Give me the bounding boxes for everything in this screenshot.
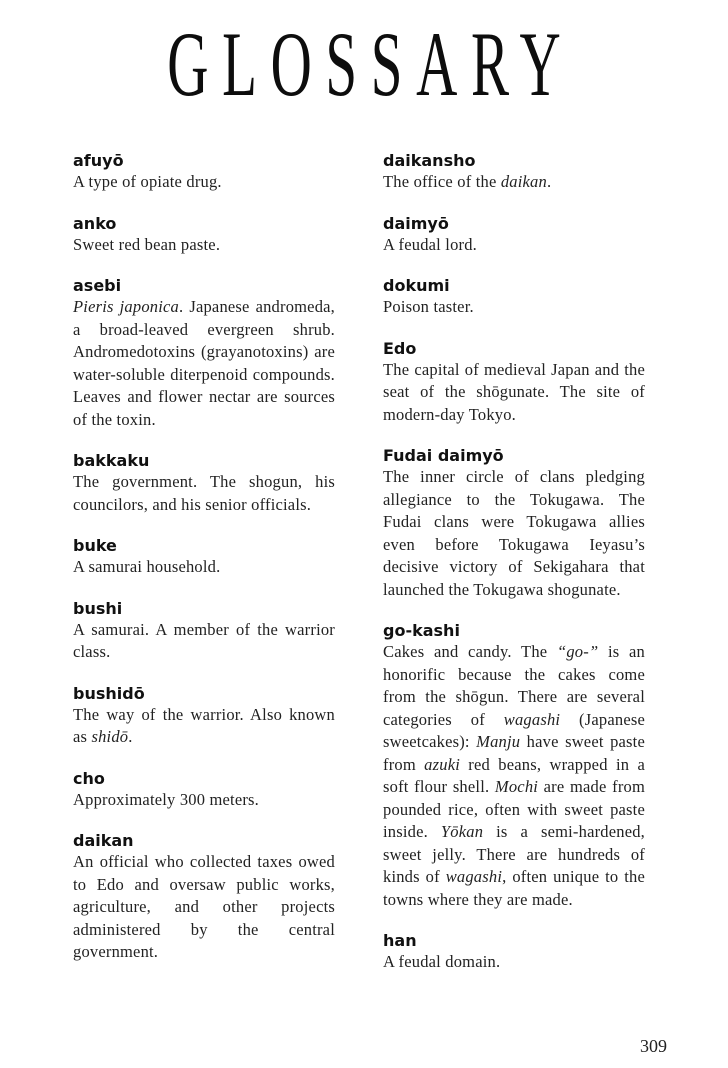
definition-segment: The office of the xyxy=(383,172,501,191)
definition-segment: A samurai household. xyxy=(73,557,221,576)
glossary-term: Edo xyxy=(383,338,417,358)
glossary-term: go-kashi xyxy=(383,621,460,640)
glossary-term: buke xyxy=(73,536,117,555)
definition-italic-segment: azuki xyxy=(424,754,461,774)
glossary-entry xyxy=(383,150,645,194)
definition-segment: A feudal domain. xyxy=(383,952,501,971)
glossary-term: bakkaku xyxy=(73,451,150,470)
definition-segment: The inner circle of clans pledging allegiance to the Tokugawa. The Fudai clans were Tokugawa allies even before Tokugawa Ieyasu’s decisive victory of Sekigahara that launched the Tokugawa shogunate. xyxy=(383,467,645,599)
glossary-definition xyxy=(383,171,645,194)
definition-italic-segment: “go-” xyxy=(556,642,599,661)
definition-segment: The capital of medieval Japan and the seat of the shōgunate. The site of modern-day Tokyo. xyxy=(383,359,645,424)
glossary-term: han xyxy=(383,931,417,950)
definition-italic-segment: wagashi xyxy=(503,709,561,729)
definition-italic-segment: wagashi xyxy=(445,867,503,886)
glossary-term: Fudai daimyō xyxy=(383,446,504,465)
definition-segment: Poison taster. xyxy=(383,297,474,316)
glossary-entry xyxy=(73,213,335,257)
page-title: GLOSSARY xyxy=(167,13,575,115)
definition-italic-segment: Mochi xyxy=(494,777,539,796)
glossary-term: daikansho xyxy=(383,151,476,170)
glossary-term: afuyō xyxy=(73,151,124,170)
glossary-term: bushi xyxy=(73,598,123,618)
glossary-entry xyxy=(383,213,645,257)
definition-segment: Cakes and candy. The xyxy=(383,642,557,661)
glossary-entry xyxy=(73,830,335,964)
glossary-entry xyxy=(383,275,645,319)
definition-segment: An official who collected taxes owed to Edo and oversaw public works, agriculture, and other projects administered by the central government. xyxy=(73,852,335,961)
definition-segment: . Japanese andromeda, a broad-leaved evergreen shrub. Andromedotoxins (grayanotoxins) are water-soluble diterpenoid compounds. Leaves and flower nectar are sources of the toxin. xyxy=(73,297,336,429)
definition-segment: A samurai. A member of the warrior class. xyxy=(73,619,335,661)
definition-segment: are made from pounded rice, often with sweet paste inside. xyxy=(383,777,645,841)
definition-italic-segment: Pieris japonica xyxy=(73,297,179,316)
glossary-definition xyxy=(383,641,645,911)
glossary-term: asebi xyxy=(73,276,122,295)
definition-segment: have sweet paste from xyxy=(383,732,645,774)
glossary-definition xyxy=(73,789,335,812)
definition-segment: A feudal lord. xyxy=(383,234,477,254)
glossary-entry xyxy=(383,338,645,427)
definition-segment: , often unique to the towns where they are made. xyxy=(383,867,645,909)
glossary-entry xyxy=(383,620,645,911)
definition-italic-segment: shidō xyxy=(91,727,129,746)
glossary-column-left xyxy=(73,150,335,983)
glossary-term: daikan xyxy=(73,831,134,850)
definition-italic-segment: Manju xyxy=(476,732,521,751)
definition-segment: . xyxy=(128,727,133,746)
glossary-definition xyxy=(383,466,645,601)
glossary-definition xyxy=(383,359,645,427)
definition-segment: The government. The shogun, his councilors, and his senior officials. xyxy=(73,472,335,514)
glossary-entry xyxy=(73,150,335,194)
glossary-definition xyxy=(73,234,335,257)
definition-segment: Sweet red bean paste. xyxy=(73,234,221,254)
glossary-entry xyxy=(383,930,645,974)
glossary-definition xyxy=(73,851,335,964)
glossary-term: daimyō xyxy=(383,213,449,233)
glossary-entry xyxy=(73,768,335,812)
glossary-entry xyxy=(73,275,335,431)
definition-segment: (Japanese sweetcakes): xyxy=(383,709,645,751)
glossary-entry xyxy=(73,535,335,579)
glossary-definition xyxy=(73,471,335,516)
definition-segment: . xyxy=(546,172,552,191)
glossary-definition xyxy=(73,619,335,664)
definition-segment: Approximately 300 meters. xyxy=(73,789,260,809)
glossary-term: dokumi xyxy=(383,276,450,295)
glossary-column-right xyxy=(383,150,645,993)
glossary-term: anko xyxy=(73,213,117,233)
glossary-entry xyxy=(73,683,335,749)
glossary-definition xyxy=(73,296,335,431)
glossary-definition xyxy=(73,556,335,579)
glossary-term: bushidō xyxy=(73,683,145,703)
definition-segment: A type of opiate drug. xyxy=(73,172,222,191)
glossary-definition xyxy=(73,704,335,749)
glossary-entry xyxy=(73,450,335,516)
definition-italic-segment: daikan xyxy=(500,172,547,191)
glossary-term: cho xyxy=(73,768,105,788)
definition-italic-segment: Yōkan xyxy=(440,822,484,841)
glossary-entry xyxy=(383,445,645,601)
definition-segment: The way of the warrior. Also known as xyxy=(73,704,335,746)
glossary-definition xyxy=(383,234,645,257)
glossary-definition xyxy=(383,296,645,319)
definition-segment: red beans, wrapped in a soft flour shell. xyxy=(383,754,645,796)
glossary-definition xyxy=(383,951,645,974)
glossary-entry xyxy=(73,598,335,664)
definition-segment: is a semi-hardened, sweet jelly. There are hundreds of kinds of xyxy=(383,822,646,886)
glossary-definition xyxy=(73,171,335,194)
page-number: 309 xyxy=(640,1036,667,1056)
definition-segment: is an honorific because the cakes come from the shōgun. There are several categories of xyxy=(383,642,646,729)
